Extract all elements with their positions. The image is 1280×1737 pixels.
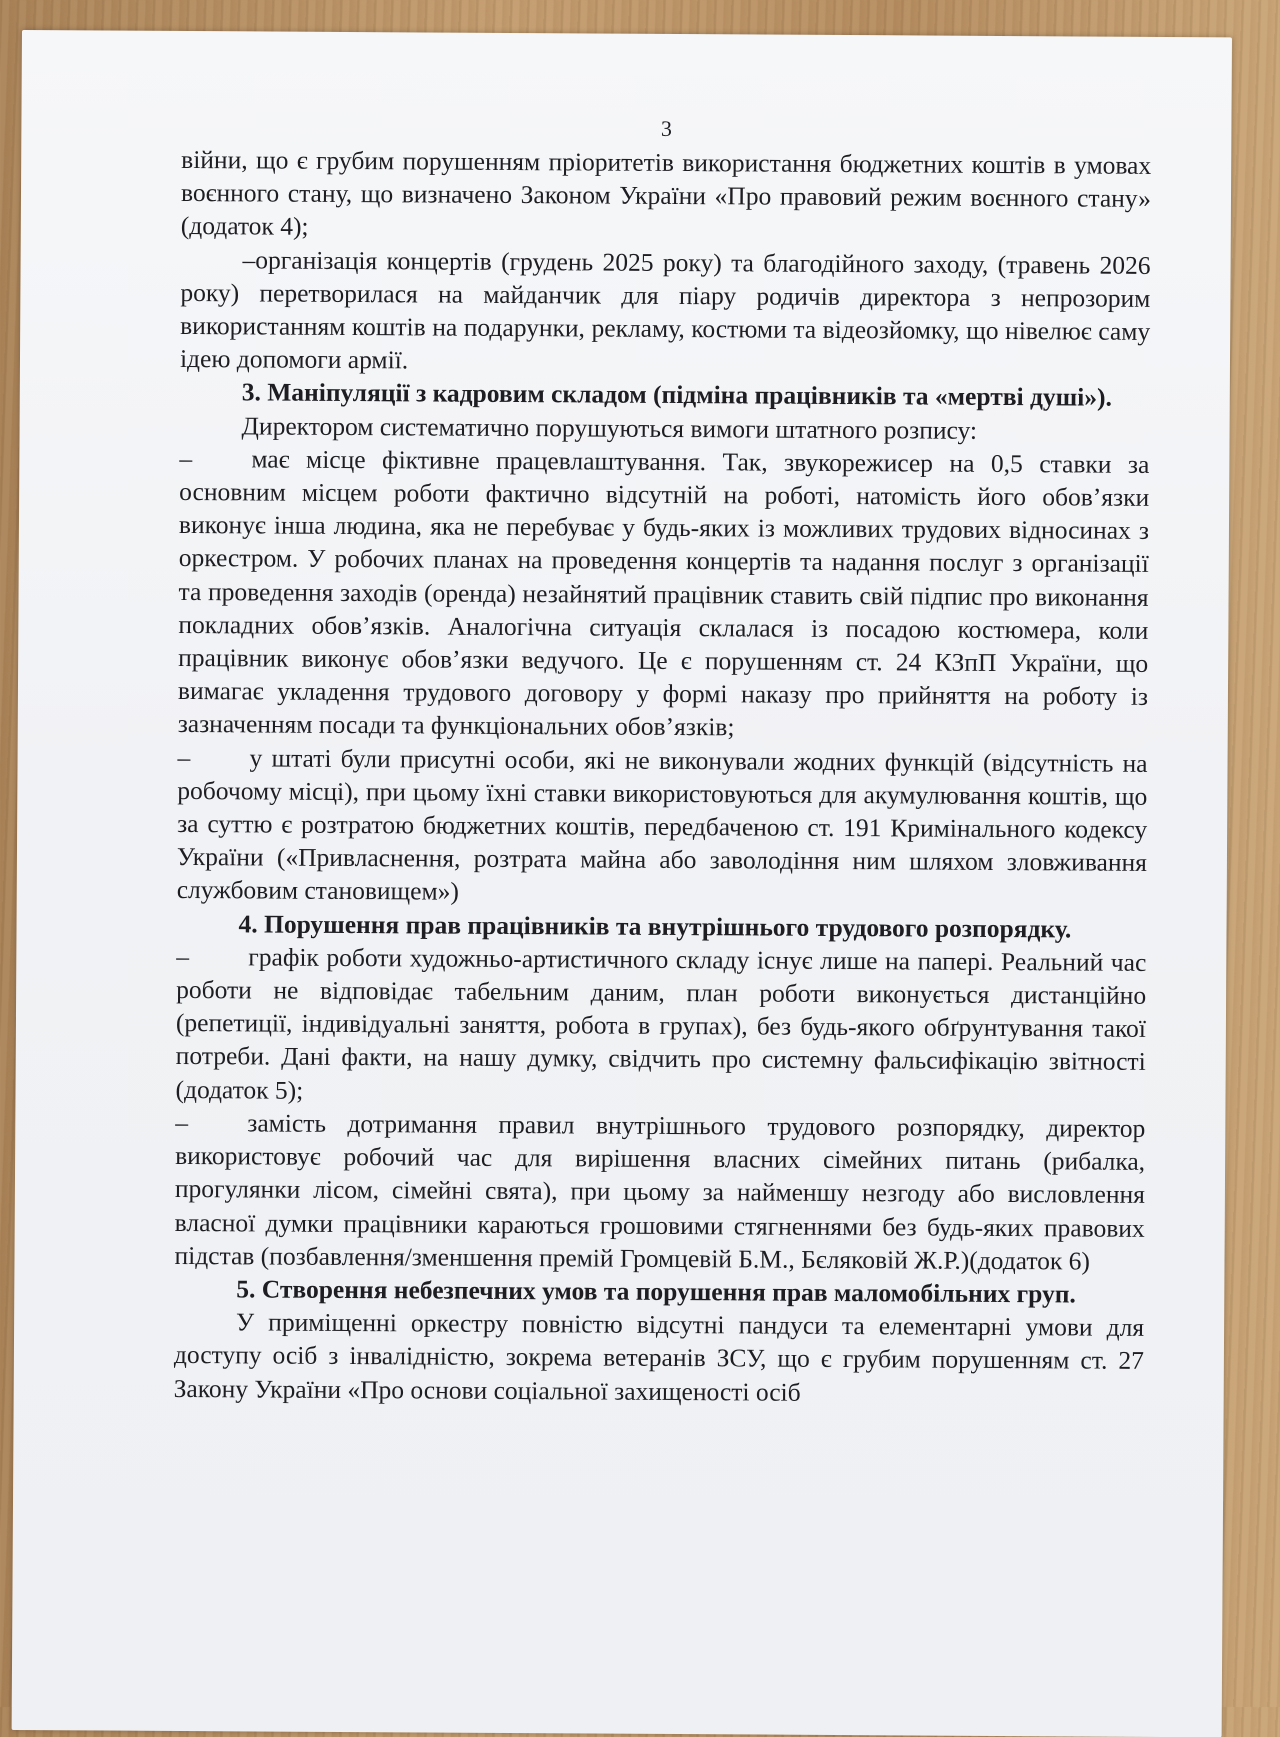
list-item-text: замість дотримання правил внутрішнього трудового розпорядку, директор використовує робочий час для вирішення власних сімейних питань (рибалка, прогулянки лісом, сімейні свята), при цьому за найменшу незгоду або висловлення власної думки працівники караються грошовими стягненнями без будь-яких правових підстав (позбавлення/зменшення премій Громцевій Б.М., Бєляковій Ж.Р.)(додаток 6) <box>174 1108 1146 1276</box>
list-item-text: має місце фіктивне працевлаштування. Так, звукорежисер на 0,5 ставки за основним місцем роботи фактично відсутній на роботі, натомість його обов’язки виконує інша людина, яка не перебуває у будь-яких із можливих трудових відносинах з оркестром. У робочих планах на проведення концертів та надання послуг з організації та проведення заходів (оренда) незайнятий працівник ставить свій підпис про виконання покладних обов’язків. Аналогічна ситуація склалася із посадою костюмера, коли працівник виконує обов’язки ведучого. Це є порушенням ст. 24 КЗпП України, що вимагає укладення трудового договору у формі наказу про прийняття на роботу із зазначенням посади та функціональних обов’язків; <box>177 444 1150 742</box>
dash-marker: – <box>176 941 190 971</box>
section-heading-3: 3. Маніпуляції з кадровим складом (підміна працівників та «мертві душі»). <box>241 377 1112 413</box>
paragraph-concerts: –організація концертів (грудень 2025 року) та благодійного заходу, (травень 2026 року) перетворилася на майданчик для піару родичів директора з непрозорим використанням коштів на подарунки, рекламу, костюми та відеозйомку, що нівелює саму ідею допомоги армії. <box>179 244 1151 375</box>
section-heading-5: 5. Створення небезпечних умов та порушення прав маломобільних груп. <box>236 1274 1076 1309</box>
paragraph-continuation: війни, що є грубим порушенням пріоритетів використання бюджетних коштів в умовах воєнного стану, що визначено Законом України «Про правовий режим воєнного стану» (додаток 4); <box>180 144 1152 242</box>
list-item-work-schedule <box>175 940 1146 1112</box>
document-body <box>174 111 1152 1411</box>
dash-marker: – <box>175 1107 189 1137</box>
page-number: 3 <box>660 115 672 141</box>
section-heading-4: 4. Порушення прав працівників та внутрішнього трудового розпорядку. <box>238 909 1072 944</box>
dash-marker: – <box>177 742 191 772</box>
list-item-text: графік роботи художньо-артистичного складу існує лише на папері. Реальний час роботи не відповідає табельним даним, план роботи виконується дистанційно (репетиції, індивідуальні заняття, робота в групах), без будь-якого обґрунтування такої потреби. Дані факти, на нашу думку, свідчить про системну фальсифікацію звітності (додаток 5); <box>175 942 1147 1105</box>
dash-marker: – <box>179 443 193 473</box>
list-item-fictitious-employment <box>178 442 1150 747</box>
list-item-text: у штаті були присутні особи, які не виконували жодних функцій (відсутність на робочому місці), при цьому їхні ставки використовуються для акумулювання коштів, що за суттю є розтратою бюджетних коштів, передбаченою ст. 191 Кримінального кодексу України («Привласнення, розтрата майна або заволодіння ним шляхом зловживання службовим становищем») <box>176 743 1148 907</box>
paragraph-accessibility: У приміщенні оркестру повністю відсутні пандуси та елементарні умови для доступу осіб з інвалідністю, зокрема ветеранів ЗСУ, що є грубим порушенням ст. 27 Закону України «Про основи соціальної захищеності осіб <box>173 1307 1145 1407</box>
document-page <box>12 30 1232 1737</box>
list-item-dead-souls <box>177 741 1148 913</box>
list-item-work-time-misuse <box>174 1106 1145 1278</box>
paragraph-staffing-intro: Директором систематично порушуються вимоги штатного розпису: <box>241 410 978 445</box>
